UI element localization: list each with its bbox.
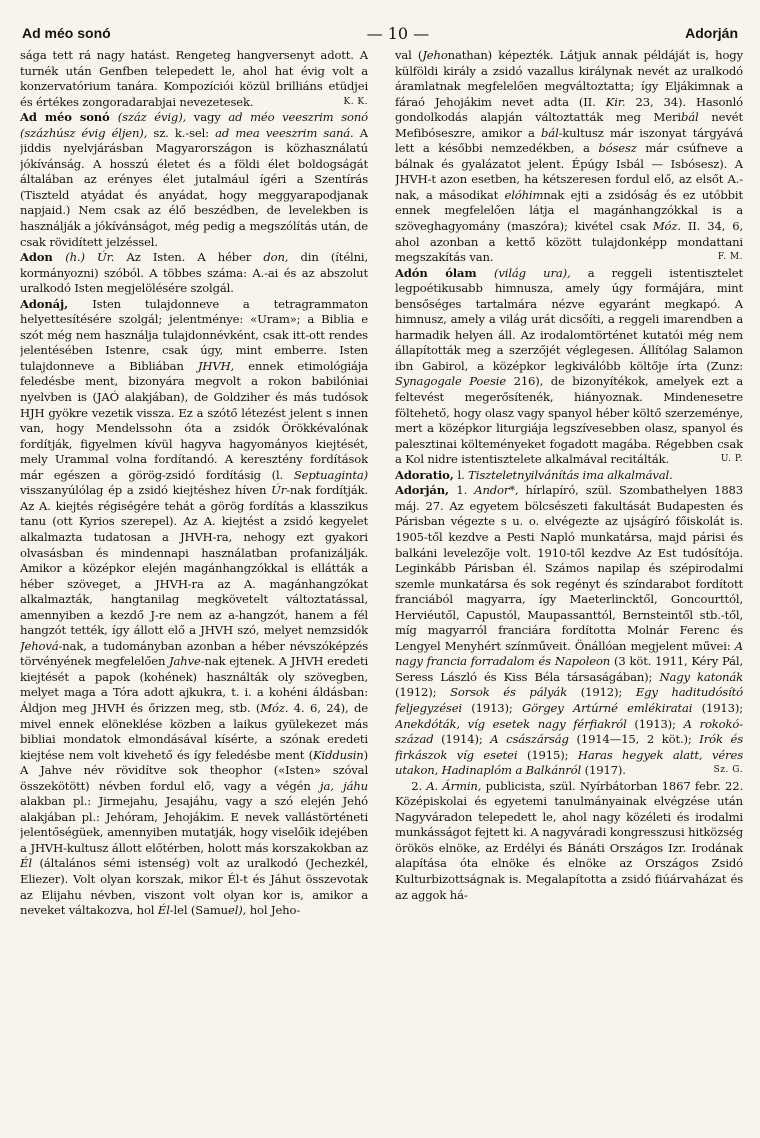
italic-text: Synagogale Poesie [395, 374, 507, 389]
italic-text: Kir. [605, 94, 626, 109]
entry-text: nathan) képezték. Látjuk annak példáját is, hogy külföldi király a zsidó vazallus királynak nevét az uralkodó áramlatnak megfelelően megváltoztatta; így Eljákimnak a fáraó Jehojákim nevet adta (II. [395, 48, 743, 109]
dictionary-entry [20, 48, 368, 110]
entry-text: (1914—15, 2 köt.); [568, 732, 700, 747]
italic-text: Egy haditudósító feljegyzései [395, 685, 743, 715]
italic-text: Görgey Artúrné emlékiratai [521, 700, 693, 715]
entry-text: hol Jeho- [246, 903, 301, 918]
entry-headword: Adon [20, 250, 66, 265]
entry-text: (3 köt. 1911, Kéry Pál, Seress László és Kiss Béla társaságában); [395, 654, 743, 684]
dictionary-entry [395, 468, 743, 484]
italic-text: (száz évig), [117, 110, 187, 125]
italic-text: Septuaginta) [293, 467, 368, 482]
page-number: — 10 — [366, 23, 430, 43]
entry-text: ennek etimológiája feledésbe ment, bizonyára megvolt a rokon babilóniai nyelvben is (JAÓ alakjában), de Goldziher és más tudósok HJH gyökre vezetik vissza. Ez a szótő létezést jelent s innen van, hogy Mendelssohn óta a zsidók Örökkévalónak fordítják, figyelmen kívül hagyva hagyományos kiejtését, mely Urammal volna fordítandó. A keresztény fordítások már egészen a görög-zsidó fordításig (l. [20, 358, 368, 482]
dictionary-entry [395, 483, 743, 778]
italic-text: Móz. [652, 219, 681, 234]
entry-text: (1912); [567, 685, 636, 700]
italic-text: Nagy katonák [659, 669, 743, 684]
entry-text: Isten tulajdonneve a tetragrammaton helyettesítésére szolgál; jelentménye: «Uram»; a Biblia e szót még nem használja tulajdonnévként, csak itt-ott rendes jelentésében Istenre, csak úgy, mint emberre. Isten tulajdonneve a Bibliában [20, 296, 368, 373]
entry-text: sz. k.-sel: [147, 125, 216, 140]
entry-text: 216), de bizonyítékok, amelyek ezt a feltevést megerősítenék, hiányoznak. Mindenesetre föltehető, hogy olasz vagy spanyol héber költő szerzeménye, mert a középkor liturgiája legszívesebben olasz, spanyol és palesztinai költeményeket fogadott magába. Régebben csak a Kol nidre istentisztelete alkalmával recitálták. [395, 374, 743, 467]
italic-text: (világ ura), [494, 265, 571, 280]
entry-text: visszanyúlólag ép a zsidó kiejtéshez híven [20, 483, 272, 498]
italic-text: A nagy francia forradalom és Napoleon [395, 638, 743, 669]
italic-text: don, [263, 250, 289, 265]
italic-text: Jahve [169, 654, 201, 669]
italic-text: ja, jáhu [320, 778, 368, 793]
entry-text: vagy [186, 110, 229, 125]
dictionary-entry [395, 48, 743, 266]
author-signature: U. P. [720, 454, 743, 465]
running-head-left: Ad méo sonó [22, 25, 111, 41]
entry-text: -lel (Samu [169, 903, 228, 918]
italic-text: Úr [271, 483, 287, 498]
entry-headword: Adorján, [395, 483, 457, 498]
entry-text: l. [457, 467, 469, 482]
author-signature: Sz. G. [713, 765, 743, 776]
italic-text: ad méo veeszrim sonó (százhúsz évig éljen), [20, 110, 368, 140]
italic-text: Kiddusin [313, 747, 364, 762]
italic-text: bál [680, 110, 699, 125]
italic-text: bál [541, 125, 559, 140]
entry-text: (1913); [461, 700, 522, 715]
entry-text: nak ejti a zsidóság és ez utóbbit ennek megfelelően látja el magánhangzókkal is a szöveghagyomány (maszóra); kivétel csak [395, 187, 743, 234]
entry-text: sága tett rá nagy hatást. Rengeteg hangversenyt adott. A turnék után Genfben telepedett le, ahol hat évig volt a konzervatórium tanára. Kompozíciói közül brilliáns etüdjei és értékes zongoradarabjai nevezetesek. [20, 48, 368, 109]
italic-text: JHVH, [197, 358, 235, 373]
italic-text: bósesz [598, 141, 637, 156]
entry-text: (általános sémi istenség) volt az uralkodó (Jechezkél, Eliezer). Volt olyan korszak, mikor Él-t és Jáhut összevotak az Elijahu névben, viszont volt olyan kor is, amikor a neveket váltakozva, hol [20, 856, 368, 918]
entry-text: -kultusz már iszonyat tárgyává lett a későbbi nemzedékben, a [395, 125, 743, 156]
dictionary-entry [20, 110, 368, 250]
entry-text: Az Isten. A héber [114, 250, 264, 265]
italic-text: el), [228, 903, 247, 918]
entry-text: din (ítélni, kormányozni) szóból. A többes száma: A.-ai és az abszolut uralkodó Isten megjelölésére szolgál. [20, 250, 368, 296]
italic-text: (h.) Úr. [65, 250, 115, 265]
entry-text: (1912); [395, 685, 451, 700]
entry-text: -nak, a tudományban azonban a héber névszóképzés törvényének megfelelően [20, 638, 368, 669]
entry-text: (1914); [433, 732, 491, 747]
entry-headword: Adonáj, [20, 296, 93, 311]
right-column [395, 48, 743, 1130]
dictionary-entry [20, 250, 368, 297]
italic-text: ad mea veeszrim saná. [215, 125, 354, 140]
author-signature: F. M. [717, 252, 743, 263]
entry-text: hírlapíró, szül. Szombathelyen 1883 máj. 27. Az egyetem bölcsészeti fakultását Budapesten és Párisban végezte s u. o. elvégezte az ujságíró főiskolát is. 1905-től kezdve a Pesti Napló munkatársa, majd párisi és balkáni levelezője volt. 1910-től kezdve Az Est tudósítója. Leginkább Párisban él. Számos napilap és szépirodalmi szemle munkatársa és sok regényt és színdarabot fordított franciából magyarra, így Maeterlincktől, Goncourttól, Herviéutől, Capustól, Maupassanttól, Bernsteintől stb.-től, míg magyarról franciára fordította Molnár Ferenc és Lengyel Menyhért színműveit. Önállóan megjelent művei: [395, 483, 743, 653]
entry-text: 1. [456, 483, 475, 498]
italic-text: Irók és firkászok víg esetei [395, 732, 743, 762]
dictionary-entry [395, 779, 743, 903]
italic-text: Anekdóták, víg esetek nagy férfiakról [395, 716, 627, 731]
entry-headword: Adón ólam [395, 265, 495, 280]
entry-text: ) A Jahve név rövidítve sok theophor («Isten» szóval összekötött) névben fordul elő, vagy a végén [20, 747, 368, 793]
entry-text: 4. 6, 24), de mivel ennek elöneklése közben a laikus gyülekezet más bibliai mondatok elmondásával kísérte, a szónak eredeti kiejtése nem volt kivehető és így feledésbe ment ( [20, 700, 368, 762]
entry-text: A jiddis nyelvjárásban Magyarországon is közhasználatú jókívánság. A hosszú életet és a földi élet boldogságát általában az erényes élet jutalmául ígéri a Szentírás (Tiszteld atyádat és anyádat, hogy meggyarapodjanak napjaid.) Nem csak az élő beszédben, de levelekben is használják a jókívánságot, még pedig a megszólítás után, de csak rövidített jelzéssel. [20, 125, 368, 249]
entry-text: nevét Mefibóseszre, amikor a [395, 110, 743, 140]
entry-text: val ( [395, 48, 423, 62]
entry-text: 23, 34). Hasonló gondolkodás alapján változtatták meg Meri [395, 94, 743, 125]
entry-text: -nak ejtenek. A JHVH eredeti kiejtését a papok (kohének) használták oly szövegben, melyet maga a Tóra adott ajkukra, t. i. a kohéni áldásban: Áldjon meg JHVH és őrizzen meg, stb. ( [20, 654, 368, 715]
entry-text: (1913); [692, 700, 743, 715]
entry-text: a reggeli istentisztelet legpoétikusabb himnusza, amely úgy formájára, mint bensőséges tartalmára nézve egyaránt megkapó. A himnusz, amely a világ urát dicsőíti, a reggeli imarendben a harmadik helyen áll. Az irodalomtörténet kutatói még nem állapították meg a szerzőjét véglegesen. Állítólag Salamon ibn Gabirol, a középkor legkiválóbb költője írta (Zunz: [395, 265, 743, 373]
dictionary-entry [395, 266, 743, 468]
italic-text: Tiszteletnyilvánítás ima alkalmával. [468, 467, 673, 482]
italic-text: A rokokó-század [395, 716, 743, 747]
entry-text: II. 34, 6, ahol azonban a kettő között tulajdonképp mondattani megszakítás van. [395, 219, 743, 265]
italic-text: Sorsok és pályák [450, 685, 568, 700]
italic-text: Él [157, 903, 170, 918]
entry-text: (1917). [581, 763, 626, 778]
italic-text: Jeho [422, 48, 448, 62]
italic-text: Él [20, 856, 32, 871]
left-column [20, 48, 368, 1130]
italic-text: Jehová [20, 638, 59, 653]
italic-text: A. Ármin, [426, 778, 482, 793]
running-head [22, 22, 738, 44]
italic-text: A császárság [490, 732, 569, 747]
entry-text: alakban pl.: Jirmejahu, Jesajáhu, vagy a szó elején Jehó alakjában pl.: Jehóram, Jehojákim. E nevek vallástörténeti jelentőségüek, amennyiben mutatják, hogy viselőik idejében a JHVH-kultusz állott előtérben, holott más korszakokban az [20, 794, 368, 855]
entry-headword: Ad méo sonó [20, 110, 118, 125]
running-head-right: Adorján [685, 25, 738, 41]
entry-text: publicista, szül. Nyírbátorban 1867 febr. 22. Középiskolai és egyetemi tanulmányainak elvégzése után Nagyváradon telepedett le, ahol nagy közéleti és irodalmi munkásságot fejtett ki. A nagyváradi kongresszusi hitközség örökös elnöke, az Erdélyi és Bánáti Országos Izr. Irodának alapítása óta elnöke és elnöke az Országos Zsidó Kulturbizottságnak is. Megalapította a zsidó fiúárvaházat és az aggok há- [395, 778, 743, 902]
entry-headword: Adoratio, [395, 467, 458, 482]
entry-text: már csúfneve a bálnak és gyalázatot jelent. Épúgy Isbál — Isbósesz). A JHVH-t azon esetben, ha kétszeresen fordul elő, az elsőt A.-nak, a másodikat [395, 141, 743, 202]
author-signature: K. K. [343, 96, 368, 107]
entry-text: 2. [411, 778, 427, 793]
entry-text: -nak fordítják. Az A. kiejtés régiségére tehát a görög fordítás a klasszikus tanu (ott Kyrios szerepel). Az A. kiejtést a zsidó kegyelet alkalmazta tudatosan a JHVH-ra, nehogy ezt gyakori olvasásban és mindennapi használatban profanizálják. Amikor a középkor elején magánhangzókkal is ellátták a héber szöveget, a JHVH-ra az A. magánhangzókat alkalmazták, hangtanilag megkövetelt változtatással, amennyiben a kezdő J-re nem az a-hangzót, hanem a fél hangzót tették, így állott elő a JHVH szó, melyet nemzsidók [20, 483, 368, 638]
italic-text: Andor*, [474, 483, 519, 498]
italic-text: Haras hegyek alatt, véres utakon, Hadinaplóm a Balkánról [395, 747, 743, 778]
italic-text: elóhim [504, 187, 544, 202]
dictionary-entry [20, 297, 368, 919]
entry-text: (1913); [626, 716, 684, 731]
italic-text: Móz. [260, 700, 289, 715]
entry-text: (1915); [517, 747, 578, 762]
